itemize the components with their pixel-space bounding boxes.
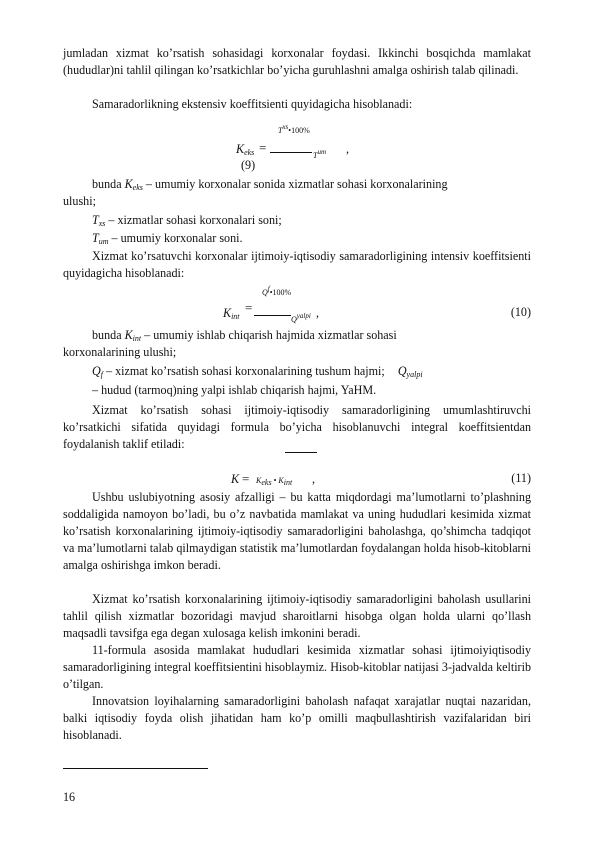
formula-11-number: (11) (511, 471, 531, 485)
paragraph-afzallik: Ushbu uslubiyotning asosiy afzalligi – bu katta miqdordagi ma’lumotlarni to’plashning soddaligida namoyon bo’ladi, bu o’z navbatida mamlakat va uning hududlari kesimida xizmat ko’rsatish korxonalarining ijtimoiy-iqtisodiy samaradorligini baholashga, qo’shimcha tadqiqot va ma’lumotlarni talab qilmaydigan statistik ma’lumotlardan foydalangan holda hisob-kitoblarni amalga oshirishga imkon beradi. (63, 490, 531, 572)
formula-10-fraction-bar (254, 315, 291, 316)
formula-10-numerator: Qf•100% (262, 285, 292, 297)
definition-qyalpi: – hudud (tarmoq)ning yalpi ishlab chiqarish hajmi, YaHM. (92, 383, 377, 397)
formula-9-denominator: Tum (313, 148, 327, 160)
formula-11-comma: , (312, 472, 316, 486)
paragraph-innovatsion: Innovatsion loyihalarning samaradorligini baholash nafaqat xarajatlar nuqtai nazaridan, balki iqtisodiy foyda olish jihatidan ham ko’p omilli maqbullashtirish vazifalaridan biri hisoblanadi. (63, 694, 531, 742)
underline-mark (285, 452, 317, 453)
formula-10-comma: , (316, 306, 320, 320)
formula-9-equals: = (259, 140, 267, 155)
definition-txs: $T_{xs}$ – xizmatlar sohasi korxonalari soni; (92, 213, 282, 228)
formula-9-lhs: $K_{eks}$ (236, 142, 255, 157)
definition-kint-cont: korxonalarining ulushi; (63, 345, 177, 359)
definition-kint: bunda $K_{int}$ – umumiy ishlab chiqarish hajmida xizmatlar sohasi (92, 328, 397, 343)
formula-9-number: (9) (241, 158, 256, 172)
formula-11-equals: = (242, 471, 250, 486)
definition-keks: bunda $K_{eks}$ – umumiy korxonalar sonida xizmatlar sohasi korxonalarining (92, 177, 448, 192)
formula-11-lhs: K (231, 472, 240, 486)
paragraph-integral: Xizmat ko’rsatish sohasi ijtimoiy-iqtisodiy samaradorligining umumlashtiruvchi ko’rsatkichi sifatida quyidagi formula bo’yicha hisoblanuvchi integral koeffitsientdan foydalanish taklif etiladi: (63, 403, 531, 451)
formula-9-comma: , (346, 142, 350, 156)
definition-tum: $T_{um}$ – umumiy korxonalar soni. (92, 231, 243, 246)
paragraph-intro: jumladan xizmat ko’rsatish sohasidagi korxonalar foydasi. Ikkinchi bosqichda mamlakat (hududlar)ni tahlil qilingan ko’rsatkichlar bo’yicha guruhlashni amalga oshirish talab qilinadi. (63, 46, 531, 77)
formula-9-fraction-bar (270, 152, 312, 153)
definition-qf: $Q_f$ – xizmat ko’rsatish sohasi korxonalarining tushum hajmi; $Q_{yalpi}$ (92, 364, 423, 379)
formula-10-lhs: $K_{int}$ (223, 306, 240, 321)
formula-11-rhs: Keks • Kint (256, 476, 293, 487)
formula-9-numerator: Txs•100% (278, 123, 310, 135)
paragraph-tahlil: Xizmat ko’rsatish korxonalarining ijtimoiy-iqtisodiy samaradorligini baholash usullarini tahlil qilish xizmatlar bozoridagi mavjud sharoitlarni hisobga olgan holda ularni qo’llash maqsadli tavsifga ega degan xulosaga kelish imkonini beradi. (63, 592, 531, 640)
formula-10-denominator: Qyalpi (291, 312, 311, 324)
paragraph-ekstensiv: Samaradorlikning ekstensiv koeffitsienti quyidagicha hisoblanadi: (92, 97, 413, 111)
formula-10-number: (10) (510, 305, 531, 319)
paragraph-hisob: 11-formula asosida mamlakat hududlari kesimida xizmatlar sohasi ijtimoiyiqtisodiy samaradorligining integral koeffitsientini hisoblaymiz. Hisob-kitoblar natijasi 3-jadvalda keltirib o’tilgan. (63, 643, 531, 691)
formula-10-equals: = (245, 300, 253, 315)
page-number: 16 (63, 790, 76, 804)
paragraph-intensiv: Xizmat ko’rsatuvchi korxonalar ijtimoiy-iqtisodiy samaradorligining intensiv koeffitsienti quyidagicha hisoblanadi: (63, 249, 531, 280)
definition-keks-cont: ulushi; (63, 194, 96, 208)
footnote-divider (63, 768, 208, 769)
